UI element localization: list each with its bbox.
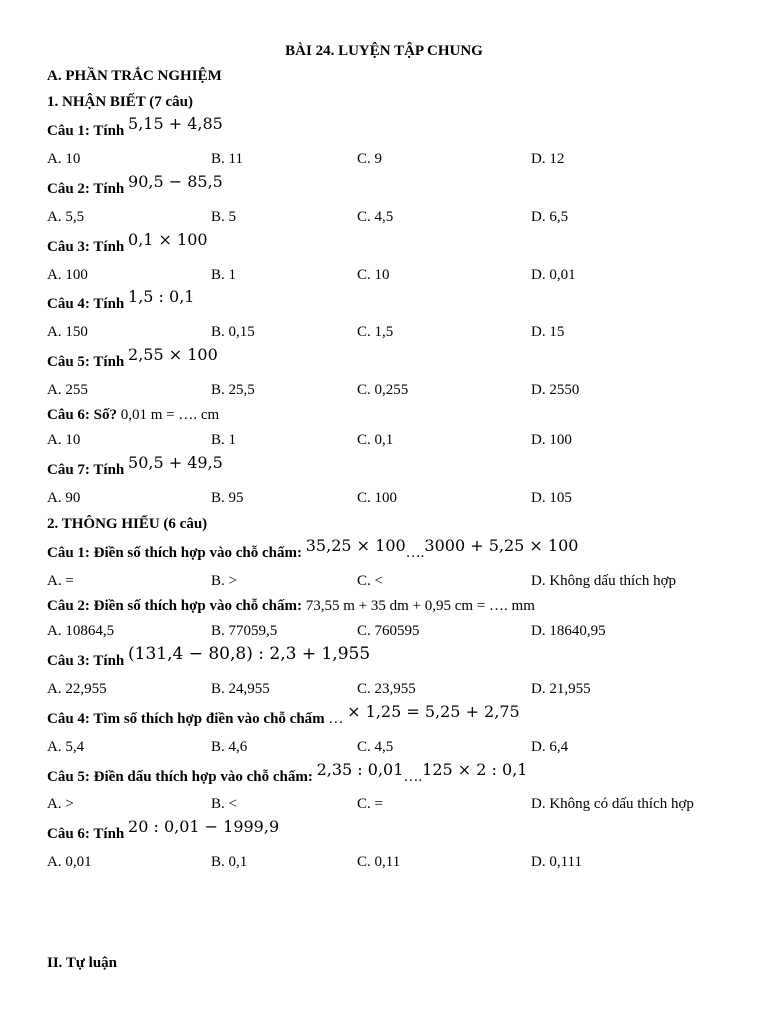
page-title: BÀI 24. LUYỆN TẬP CHUNG xyxy=(285,43,483,59)
question-nb-6 xyxy=(47,407,219,424)
question-label: Câu 3: Tính xyxy=(47,653,125,669)
question-label: Câu 5: Điền dấu thích hợp vào chỗ chấm: xyxy=(47,769,313,785)
option-b: B. 1 xyxy=(211,432,237,448)
question-label: Câu 7: Tính xyxy=(47,462,125,478)
option-a: A. 22,955 xyxy=(47,681,107,697)
options-nb-3 xyxy=(47,267,747,287)
option-a: A. 10 xyxy=(47,432,81,448)
options-nb-7 xyxy=(47,490,747,510)
question-th-3 xyxy=(47,644,371,670)
option-a: A. 150 xyxy=(47,324,88,340)
option-b: B. 4,6 xyxy=(211,739,248,755)
question-expression-left: 2,35 : 0,01 xyxy=(316,760,404,779)
option-a: A. > xyxy=(47,796,74,812)
option-c: C. 760595 xyxy=(357,623,420,639)
question-nb-1 xyxy=(47,114,223,140)
options-th-6 xyxy=(47,854,747,874)
question-label: Câu 2: Tính xyxy=(47,181,125,197)
option-d: D. Không có dấu thích hợp xyxy=(531,796,694,812)
question-expression: 2,55 × 100 xyxy=(128,345,218,364)
option-b: B. 24,955 xyxy=(211,681,270,697)
question-label: Câu 2: Điền số thích hợp vào chỗ chấm: xyxy=(47,598,302,614)
question-expression: 50,5 + 49,5 xyxy=(128,453,223,472)
option-d: D. 0,111 xyxy=(531,854,582,870)
options-nb-2 xyxy=(47,209,747,229)
option-a: A. 0,01 xyxy=(47,854,92,870)
options-nb-4 xyxy=(47,324,747,344)
question-label: Câu 1: Điền số thích hợp vào chỗ chấm: xyxy=(47,545,302,561)
option-b: B. 0,1 xyxy=(211,854,248,870)
question-expression: 1,5 : 0,1 xyxy=(128,287,195,306)
question-th-2 xyxy=(47,598,535,615)
option-d: D. 0,01 xyxy=(531,267,576,283)
option-b: B. 1 xyxy=(211,267,237,283)
question-nb-2 xyxy=(47,172,223,198)
part-2-heading: II. Tự luận xyxy=(47,955,118,971)
option-b: B. 77059,5 xyxy=(211,623,278,639)
question-label: Câu 4: Tính xyxy=(47,296,125,312)
part-a-heading: A. PHẦN TRẮC NGHIỆM xyxy=(47,68,222,84)
blank-dots: …. xyxy=(403,769,423,785)
question-expression-left: 35,25 × 100 xyxy=(305,536,406,555)
option-b: B. 95 xyxy=(211,490,244,506)
option-c: C. 100 xyxy=(357,490,398,506)
option-c: C. 0,255 xyxy=(357,382,409,398)
option-d: D. 100 xyxy=(531,432,572,448)
question-label: Câu 1: Tính xyxy=(47,123,125,139)
option-a: A. 90 xyxy=(47,490,81,506)
question-th-5 xyxy=(47,760,528,786)
options-th-4 xyxy=(47,739,747,759)
option-d: D. 15 xyxy=(531,324,565,340)
option-a: A. 255 xyxy=(47,382,88,398)
option-b: B. < xyxy=(211,796,237,812)
question-th-6 xyxy=(47,817,280,843)
option-b: B. 0,15 xyxy=(211,324,255,340)
option-a: A. 100 xyxy=(47,267,88,283)
options-nb-1 xyxy=(47,151,747,171)
option-d: D. 6,4 xyxy=(531,739,569,755)
option-d: D. 18640,95 xyxy=(531,623,606,639)
question-nb-5 xyxy=(47,345,218,371)
options-th-5 xyxy=(47,796,747,816)
options-th-1 xyxy=(47,573,747,593)
question-nb-7 xyxy=(47,453,223,479)
option-a: A. = xyxy=(47,573,74,589)
option-b: B. 25,5 xyxy=(211,382,255,398)
option-c: C. 10 xyxy=(357,267,390,283)
question-expression: 20 : 0,01 − 1999,9 xyxy=(128,817,280,836)
option-c: C. 9 xyxy=(357,151,383,167)
option-a: A. 5,5 xyxy=(47,209,85,225)
options-th-2 xyxy=(47,623,747,643)
option-c: C. 0,11 xyxy=(357,854,401,870)
options-th-3 xyxy=(47,681,747,701)
question-expression-right: 3000 + 5,25 × 100 xyxy=(424,536,579,555)
option-d: D. 2550 xyxy=(531,382,580,398)
option-a: A. 5,4 xyxy=(47,739,85,755)
option-d: D. 12 xyxy=(531,151,565,167)
option-c: C. 4,5 xyxy=(357,739,394,755)
section-2-heading: 2. THÔNG HIỂU (6 câu) xyxy=(47,516,208,532)
option-c: C. < xyxy=(357,573,383,589)
option-d: D. Không dấu thích hợp xyxy=(531,573,676,589)
option-d: D. 6,5 xyxy=(531,209,569,225)
option-d: D. 105 xyxy=(531,490,572,506)
option-b: B. 11 xyxy=(211,151,243,167)
question-th-1 xyxy=(47,536,579,562)
question-expression-right: 125 × 2 : 0,1 xyxy=(422,760,528,779)
option-c: C. 4,5 xyxy=(357,209,394,225)
option-a: A. 10 xyxy=(47,151,81,167)
option-c: C. 0,1 xyxy=(357,432,394,448)
blank-dots: … xyxy=(328,711,344,727)
question-th-4 xyxy=(47,702,520,728)
option-a: A. 10864,5 xyxy=(47,623,115,639)
question-label: Câu 6: Tính xyxy=(47,826,125,842)
option-c: C. = xyxy=(357,796,383,812)
question-expression: 90,5 − 85,5 xyxy=(128,172,223,191)
question-expression: 5,15 + 4,85 xyxy=(128,114,223,133)
option-c: C. 23,955 xyxy=(357,681,416,697)
question-text: 0,01 m = …. cm xyxy=(120,407,220,423)
question-nb-4 xyxy=(47,287,195,313)
options-nb-5 xyxy=(47,382,747,402)
blank-dots: …. xyxy=(405,545,425,561)
question-expression: (131,4 − 80,8) : 2,3 + 1,955 xyxy=(128,644,371,664)
question-label: Câu 6: Số? xyxy=(47,407,118,423)
option-b: B. > xyxy=(211,573,237,589)
section-1-heading: 1. NHẬN BIẾT (7 câu) xyxy=(47,94,193,110)
question-text: 73,55 m + 35 dm + 0,95 cm = …. mm xyxy=(305,598,535,614)
question-expression: 0,1 × 100 xyxy=(128,230,208,249)
option-d: D. 21,955 xyxy=(531,681,591,697)
question-expression: × 1,25 = 5,25 + 2,75 xyxy=(347,702,520,721)
question-label: Câu 4: Tìm số thích hợp điền vào chỗ chấm xyxy=(47,711,325,727)
option-c: C. 1,5 xyxy=(357,324,394,340)
option-b: B. 5 xyxy=(211,209,237,225)
question-nb-3 xyxy=(47,230,208,256)
question-label: Câu 5: Tính xyxy=(47,354,125,370)
question-label: Câu 3: Tính xyxy=(47,239,125,255)
options-nb-6 xyxy=(47,432,747,452)
